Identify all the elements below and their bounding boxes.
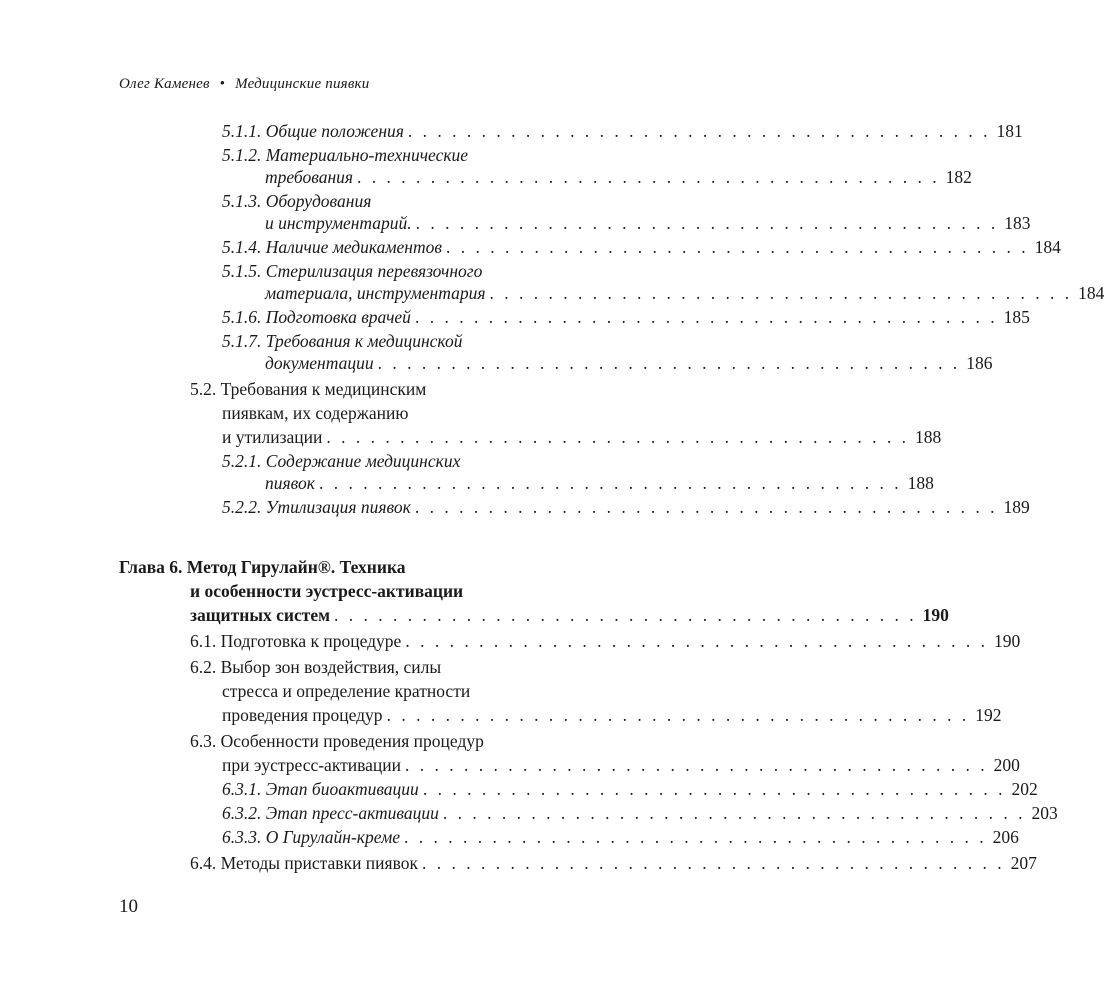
toc-entry-text: 5.1.4. Наличие медикаментов <box>222 237 442 257</box>
toc-entry-text: 6.4. Методы приставки пиявок <box>190 853 418 873</box>
toc-entry <box>222 306 1030 328</box>
dot-leader: . . . . . . . . . . . . . . . . . . . . . . . . . . . . . . . . . . . . . . . . <box>405 755 988 775</box>
toc-page-number: 190 <box>922 605 949 625</box>
dot-leader: . . . . . . . . . . . . . . . . . . . . . . . . . . . . . . . . . . . . . . . . <box>445 237 1029 257</box>
toc-entry-text: 6.2. Выбор зон воздействия, силы <box>190 657 442 677</box>
toc-entry <box>222 704 1002 726</box>
toc-entry <box>222 826 1019 848</box>
toc-entry <box>222 496 1030 518</box>
toc-entry <box>265 472 934 494</box>
toc-page-number: 200 <box>993 755 1020 775</box>
toc-entry-text: 6.3. Особенности проведения процедур <box>190 731 484 751</box>
toc-page-number: 184 <box>1034 237 1061 257</box>
toc-page-number: 184 <box>1078 283 1104 303</box>
toc-page-number: 182 <box>945 167 972 187</box>
toc-entry-text: материала, инструментария <box>265 283 486 303</box>
toc-entry-text: защитных систем <box>190 605 331 625</box>
toc-entry-text: 5.1.6. Подготовка врачей <box>222 307 411 327</box>
chapter-heading: и особенности эустресс-активации <box>190 581 464 601</box>
running-header <box>119 76 369 93</box>
dot-leader: . . . . . . . . . . . . . . . . . . . . . . . . . . . . . . . . . . . . . . . . <box>414 497 998 517</box>
toc-page-number: 183 <box>1004 213 1031 233</box>
toc-entry <box>222 802 1058 824</box>
dot-leader: . . . . . . . . . . . . . . . . . . . . . . . . . . . . . . . . . . . . . . . . <box>414 307 998 327</box>
dot-leader: . . . . . . . . . . . . . . . . . . . . . . . . . . . . . . . . . . . . . . . . <box>442 803 1026 823</box>
toc-entry <box>190 852 1037 874</box>
toc-entry <box>190 630 1021 652</box>
toc-page-number: 186 <box>966 353 993 373</box>
toc-entry <box>265 212 1031 234</box>
toc-entry-text: пиявкам, их содержанию <box>222 403 409 423</box>
toc-entry-text: документации <box>265 353 374 373</box>
dot-leader: . . . . . . . . . . . . . . . . . . . . . . . . . . . . . . . . . . . . . . . . <box>334 605 917 625</box>
toc-entry <box>222 120 1023 142</box>
toc-page-number: 203 <box>1031 803 1058 823</box>
toc-entry <box>190 604 949 626</box>
dot-leader: . . . . . . . . . . . . . . . . . . . . . . . . . . . . . . . . . . . . . . . . <box>357 167 940 187</box>
dot-leader: . . . . . . . . . . . . . . . . . . . . . . . . . . . . . . . . . . . . . . . . <box>489 283 1073 303</box>
toc-page-number: 202 <box>1011 779 1038 799</box>
toc-entry-text: 6.3.1. Этап биоактивации <box>222 779 419 799</box>
toc-page-number: 189 <box>1003 497 1030 517</box>
toc-entry-text: стресса и определение кратности <box>222 681 471 701</box>
toc-entry-text: 5.1.5. Стерилизация перевязочного <box>222 261 483 281</box>
toc-page-number: 188 <box>915 427 942 447</box>
toc-entry-text: 5.1.3. Оборудования <box>222 191 372 211</box>
header-author: Олег Каменев <box>119 76 210 92</box>
toc-entry-text: 6.3.2. Этап пресс-активации <box>222 803 439 823</box>
dot-leader: . . . . . . . . . . . . . . . . . . . . . . . . . . . . . . . . . . . . . . . . <box>422 779 1006 799</box>
header-separator: • <box>219 76 226 92</box>
toc-entry-text: 5.2.2. Утилизация пиявок <box>222 497 411 517</box>
dot-leader: . . . . . . . . . . . . . . . . . . . . . . . . . . . . . . . . . . . . . . . . <box>404 827 987 847</box>
toc-entry <box>265 352 993 374</box>
dot-leader: . . . . . . . . . . . . . . . . . . . . . . . . . . . . . . . . . . . . . . . . <box>386 705 970 725</box>
dot-leader: . . . . . . . . . . . . . . . . . . . . . . . . . . . . . . . . . . . . . . . . <box>405 631 988 651</box>
toc-entry <box>222 778 1038 800</box>
toc-entry-text: и инструментарий. <box>265 213 412 233</box>
toc-entry-text: проведения процедур <box>222 705 383 725</box>
toc-page-number: 181 <box>996 121 1023 141</box>
dot-leader: . . . . . . . . . . . . . . . . . . . . . . . . . . . . . . . . . . . . . . . . <box>415 213 999 233</box>
toc-entry <box>222 236 1061 258</box>
dot-leader: . . . . . . . . . . . . . . . . . . . . . . . . . . . . . . . . . . . . . . . . <box>318 473 902 493</box>
toc-entry-text: и утилизации <box>222 427 323 447</box>
page-number: 10 <box>119 896 138 917</box>
toc-entry-text: 6.3.3. О Гирулайн-креме <box>222 827 401 847</box>
toc-page-number: 185 <box>1003 307 1030 327</box>
dot-leader: . . . . . . . . . . . . . . . . . . . . . . . . . . . . . . . . . . . . . . . . <box>407 121 991 141</box>
toc-entry-text: 5.1.2. Материально-технические <box>222 145 469 165</box>
toc-entry-text: 5.2. Требования к медицинским <box>190 379 427 399</box>
toc-entry-text: требования <box>265 167 354 187</box>
toc-entry-text: 5.1.7. Требования к медицинской <box>222 331 463 351</box>
dot-leader: . . . . . . . . . . . . . . . . . . . . . . . . . . . . . . . . . . . . . . . . <box>421 853 1005 873</box>
toc-page-number: 206 <box>992 827 1019 847</box>
toc-entry <box>222 754 1020 776</box>
chapter-heading: Глава 6. Метод Гирулайн®. Техника <box>119 557 406 577</box>
toc-entry <box>265 282 1104 304</box>
toc-entry <box>222 426 942 448</box>
toc-entry-text: пиявок <box>265 473 315 493</box>
toc-entry <box>265 166 972 188</box>
toc-entry-text: 5.1.1. Общие положения <box>222 121 404 141</box>
toc-entry-text: 6.1. Подготовка к процедуре <box>190 631 402 651</box>
toc-entry-text: 5.2.1. Содержание медицинских <box>222 451 461 471</box>
dot-leader: . . . . . . . . . . . . . . . . . . . . . . . . . . . . . . . . . . . . . . . . <box>377 353 961 373</box>
toc-page-number: 207 <box>1010 853 1037 873</box>
header-book-title: Медицинские пиявки <box>235 76 370 92</box>
toc-page-number: 190 <box>993 631 1021 651</box>
toc-page-number: 192 <box>975 705 1002 725</box>
toc-entry-text: при эустресс-активации <box>222 755 402 775</box>
dot-leader: . . . . . . . . . . . . . . . . . . . . . . . . . . . . . . . . . . . . . . . . <box>326 427 910 447</box>
toc-page-number: 188 <box>907 473 934 493</box>
